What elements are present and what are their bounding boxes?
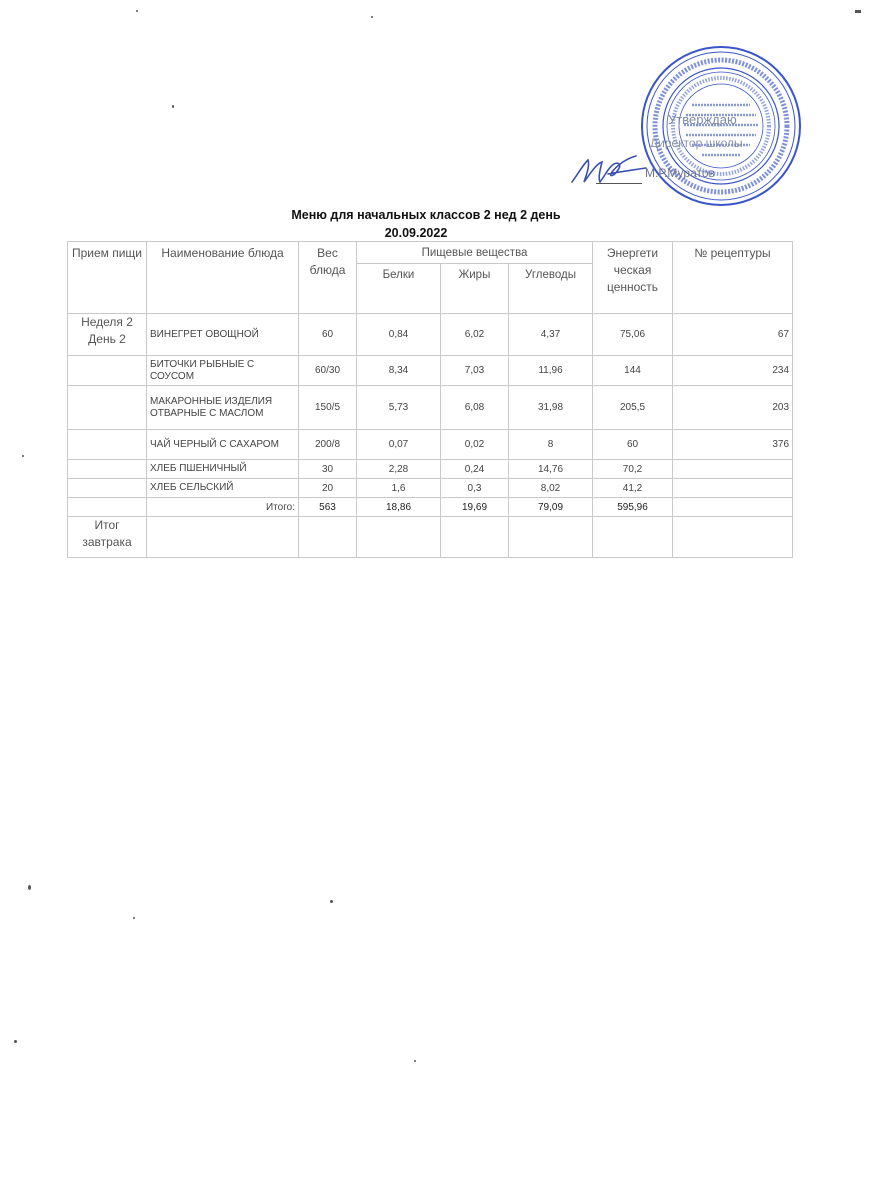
- scan-speck: [371, 16, 373, 18]
- menu-table: [67, 241, 793, 558]
- dish-fat: 0,3: [441, 479, 509, 498]
- director-name-label: М.Р.Муратов: [645, 166, 715, 180]
- total-row: [68, 498, 793, 517]
- summary-row: [68, 517, 793, 558]
- table-header-row: [68, 242, 793, 264]
- dish-name: БИТОЧКИ РЫБНЫЕ С СОУСОМ: [147, 356, 299, 386]
- scan-speck: [330, 900, 333, 903]
- total-carbs: 79,09: [509, 498, 593, 517]
- dish-name: ХЛЕБ СЕЛЬСКИЙ: [147, 479, 299, 498]
- dish-weight: 20: [299, 479, 357, 498]
- dish-name: МАКАРОННЫЕ ИЗДЕЛИЯ ОТВАРНЫЕ С МАСЛОМ: [147, 386, 299, 430]
- dish-weight: 150/5: [299, 386, 357, 430]
- dish-energy: 41,2: [593, 479, 673, 498]
- header-energy: Энергети ческая ценность: [593, 242, 673, 314]
- scan-speck: [133, 917, 135, 919]
- scan-speck: [28, 885, 31, 890]
- dish-fat: 6,02: [441, 314, 509, 356]
- dish-carbs: 8,02: [509, 479, 593, 498]
- total-fat: 19,69: [441, 498, 509, 517]
- dish-protein: 5,73: [357, 386, 441, 430]
- header-meal: Прием пищи: [68, 242, 147, 314]
- table-row: [68, 430, 793, 460]
- dish-fat: 0,24: [441, 460, 509, 479]
- dish-recipe: 376: [673, 430, 793, 460]
- total-label: Итого:: [147, 498, 299, 517]
- table-row: [68, 356, 793, 386]
- signature-line: [596, 183, 642, 184]
- header-dish: Наименование блюда: [147, 242, 299, 314]
- dish-recipe: [673, 479, 793, 498]
- dish-weight: 60: [299, 314, 357, 356]
- total-energy: 595,96: [593, 498, 673, 517]
- header-fat: Жиры: [441, 264, 509, 314]
- director-role-label: Директор школы: [650, 136, 743, 150]
- table-row: [68, 386, 793, 430]
- total-weight: 563: [299, 498, 357, 517]
- summary-label: Итог завтрака: [68, 517, 147, 558]
- dish-name: ХЛЕБ ПШЕНИЧНЫЙ: [147, 460, 299, 479]
- scan-speck: [414, 1060, 416, 1062]
- scan-speck: [172, 105, 174, 108]
- dish-recipe: [673, 460, 793, 479]
- dish-carbs: 4,37: [509, 314, 593, 356]
- dish-weight: 60/30: [299, 356, 357, 386]
- table-row: [68, 460, 793, 479]
- header-recipe: № рецептуры: [673, 242, 793, 314]
- dish-carbs: 8: [509, 430, 593, 460]
- total-protein: 18,86: [357, 498, 441, 517]
- menu-date: 20.09.2022: [384, 226, 448, 240]
- dish-fat: 7,03: [441, 356, 509, 386]
- dish-carbs: 11,96: [509, 356, 593, 386]
- dish-name: ЧАЙ ЧЕРНЫЙ С САХАРОМ: [147, 430, 299, 460]
- dish-recipe: 203: [673, 386, 793, 430]
- table-row: [68, 314, 793, 356]
- scan-speck: [136, 10, 138, 12]
- scan-speck: [855, 10, 861, 13]
- header-carbs: Углеводы: [509, 264, 593, 314]
- dish-energy: 75,06: [593, 314, 673, 356]
- dish-fat: 0,02: [441, 430, 509, 460]
- dish-energy: 205,5: [593, 386, 673, 430]
- header-weight: Вес блюда: [299, 242, 357, 314]
- dish-fat: 6,08: [441, 386, 509, 430]
- dish-recipe: 67: [673, 314, 793, 356]
- dish-protein: 1,6: [357, 479, 441, 498]
- scan-speck: [22, 455, 24, 457]
- dish-protein: 2,28: [357, 460, 441, 479]
- dish-name: ВИНЕГРЕТ ОВОЩНОЙ: [147, 314, 299, 356]
- header-protein: Белки: [357, 264, 441, 314]
- dish-recipe: 234: [673, 356, 793, 386]
- dish-weight: 30: [299, 460, 357, 479]
- dish-protein: 0,84: [357, 314, 441, 356]
- dish-weight: 200/8: [299, 430, 357, 460]
- dish-energy: 60: [593, 430, 673, 460]
- menu-title: Меню для начальных классов 2 нед 2 день: [291, 208, 561, 222]
- dish-protein: 0,07: [357, 430, 441, 460]
- dish-carbs: 14,76: [509, 460, 593, 479]
- dish-protein: 8,34: [357, 356, 441, 386]
- dish-carbs: 31,98: [509, 386, 593, 430]
- meal-week-day: Неделя 2 День 2: [68, 314, 147, 356]
- header-nutrients: Пищевые вещества: [357, 242, 593, 264]
- scan-speck: [14, 1040, 17, 1043]
- table-row: [68, 479, 793, 498]
- dish-energy: 70,2: [593, 460, 673, 479]
- dish-energy: 144: [593, 356, 673, 386]
- approve-label: Утверждаю: [668, 112, 737, 127]
